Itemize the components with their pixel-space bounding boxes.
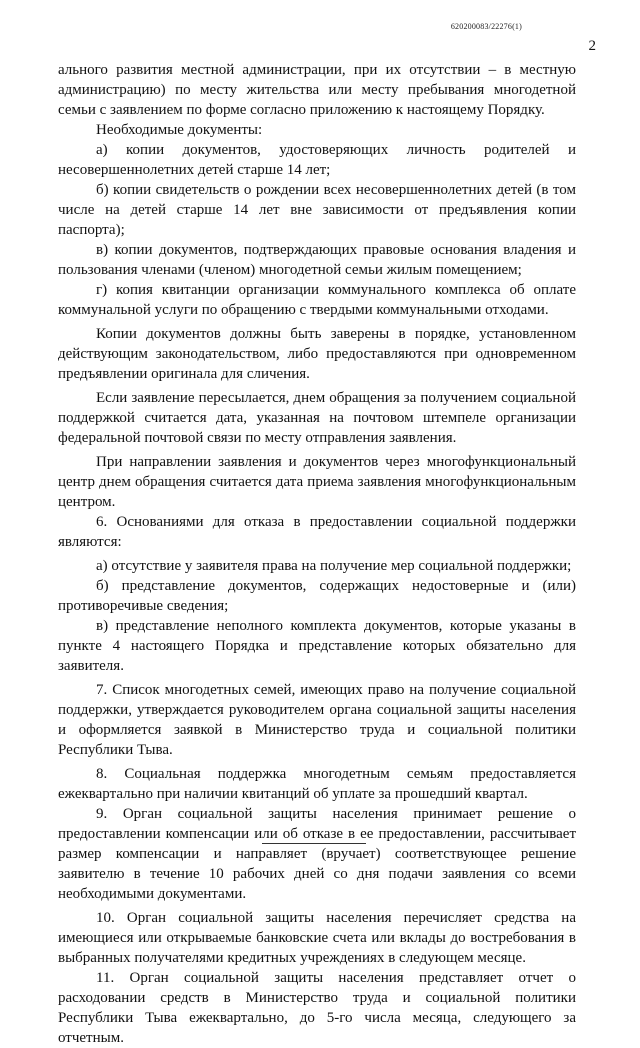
paragraph-mail: Если заявление пересылается, днем обращения за получением социальной поддержкой считается дата, указанная на почтовом штемпеле организации федеральной почтовой связи по месту отправления заявления. <box>58 390 576 446</box>
paragraph-item-6: 6. Основаниями для отказа в предоставлении социальной поддержки являются: <box>58 514 576 550</box>
document-body <box>58 60 576 1048</box>
paragraph-required-documents: Необходимые документы: <box>96 122 263 138</box>
paragraph-item-10: 10. Орган социальной защиты населения перечисляет средства на имеющиеся или открываемые банковские счета или вклады до востребования в выбранных получателями кредитных учреждениях в следующем месяце. <box>58 910 576 966</box>
list-item-g: г) копия квитанции организации коммунального комплекса об оплате коммунальной услуги по обращению с твердыми коммунальными отходами. <box>58 282 576 318</box>
paragraph-item-8: 8. Социальная поддержка многодетным семьям предоставляется ежеквартально при наличии квитанций об уплате за прошедший квартал. <box>58 766 576 802</box>
page-number: 2 <box>588 38 596 54</box>
paragraph-copies: Копии документов должны быть заверены в порядке, установленном действующим законодательством, либо предоставляются при одновременном предъявлении оригинала для сличения. <box>58 326 576 382</box>
list-item-a: а) копии документов, удостоверяющих личность родителей и несовершеннолетних детей старше 14 лет; <box>58 142 576 178</box>
list-item-v: в) копии документов, подтверждающих правовые основания владения и пользования членами (членом) многодетной семьи жилым помещением; <box>58 242 576 278</box>
list-item-b: б) копии свидетельств о рождении всех несовершеннолетних детей (в том числе на детей старше 14 лет вне зависимости от предъявления копии паспорта); <box>58 182 576 238</box>
paragraph-item-11: 11. Орган социальной защиты населения представляет отчет о расходовании средств в Министерство труда и социальной политики Республики Тыва ежеквартально, до 5-го числа месяца, следующего за отчетным. <box>58 970 576 1046</box>
list-item-6b: б) представление документов, содержащих недостоверные и (или) противоречивые сведения; <box>58 578 576 614</box>
list-item-6v: в) представление неполного комплекта документов, которые указаны в пункте 4 настоящего Порядка и представление которых обязательно для заявителя. <box>58 618 576 674</box>
paragraph-continuation: ального развития местной администрации, при их отсутствии – в местную администрацию) по месту жительства или месту пребывания многодетной семьи с заявлением по форме согласно приложению к настоящему Порядку. <box>58 62 576 118</box>
end-divider <box>262 843 366 844</box>
paragraph-mfc: При направлении заявления и документов через многофункциональный центр днем обращения считается дата приема заявления многофункциональным центром. <box>58 454 576 510</box>
list-item-6a: а) отсутствие у заявителя права на получение мер социальной поддержки; <box>96 558 572 574</box>
paragraph-item-7: 7. Список многодетных семей, имеющих право на получение социальной поддержки, утверждается руководителем органа социальной защиты населения и оформляется заявкой в Министерство труда и социальной политики Республики Тыва. <box>58 682 576 758</box>
document-code: 620200083/22276(1) <box>450 22 522 31</box>
paragraph-item-9: 9. Орган социальной защиты населения принимает решение о предоставлении компенсации или об отказе в ее предоставлении, рассчитывает размер компенсации и направляет (вручает) соответствующее решение заявителю в течение 10 рабочих дней со дня подачи заявления со всеми необходимыми документами. <box>58 806 576 902</box>
